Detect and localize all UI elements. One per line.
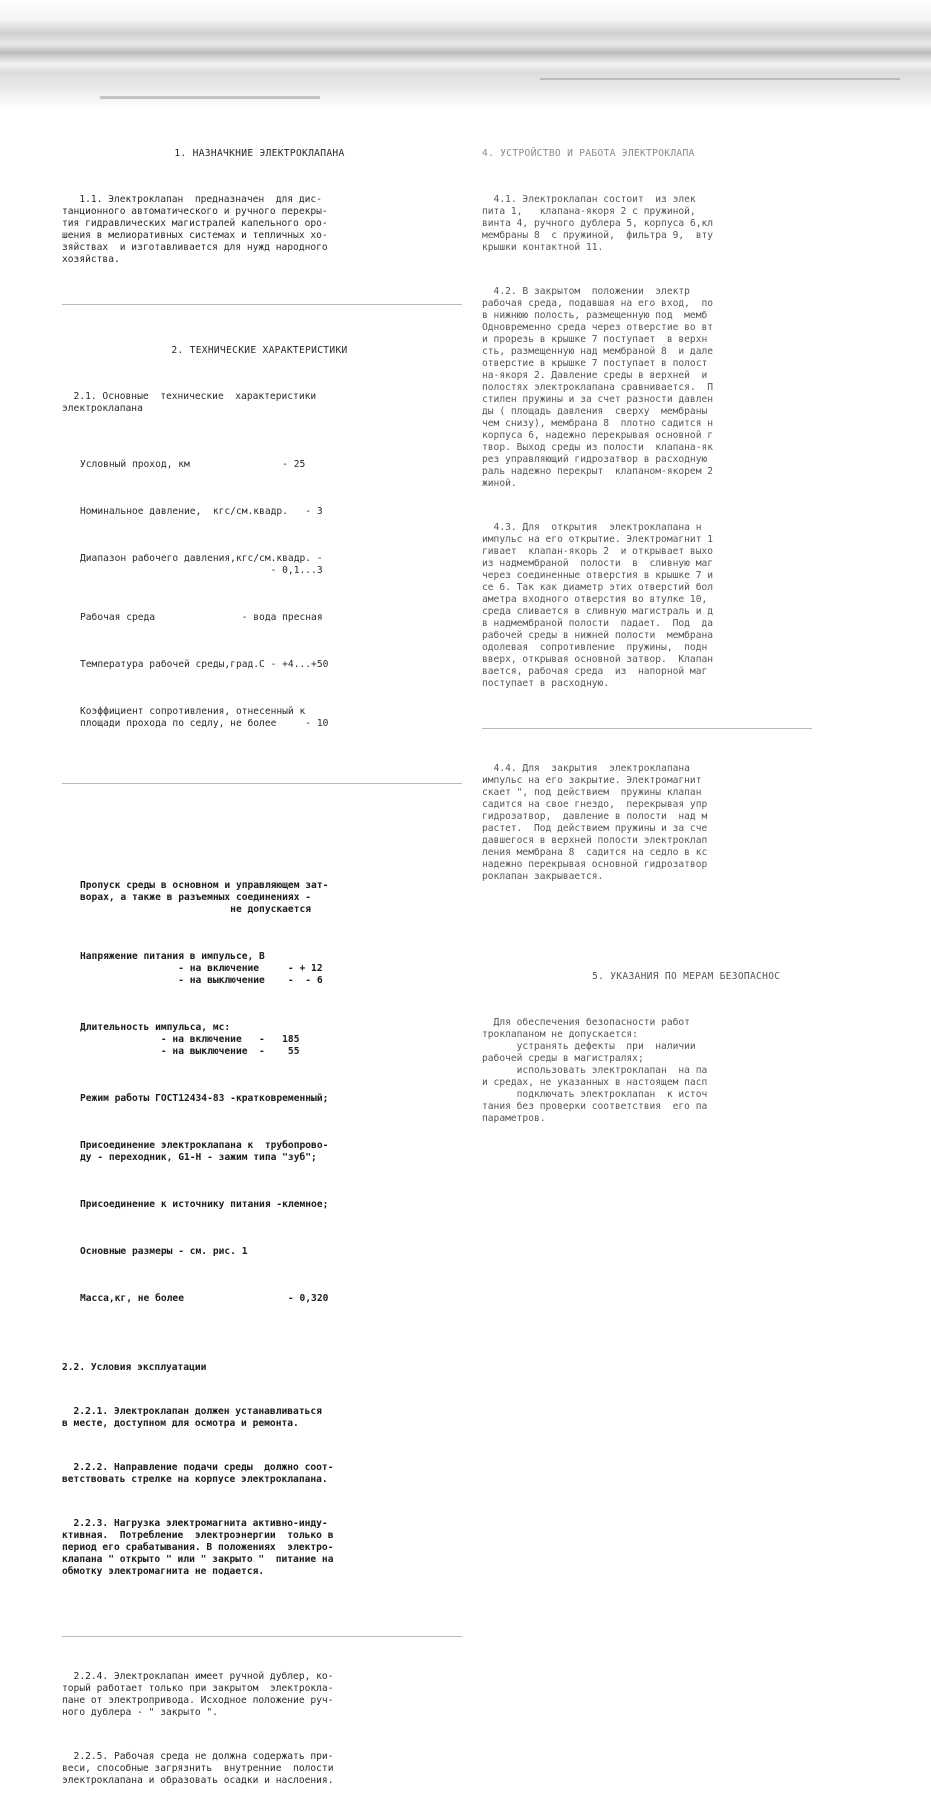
section-1-title: 1. НАЗНАЧКНИЕ ЭЛЕКТРОКЛАПАНА: [174, 148, 345, 159]
section-2-1-text: 2.1. Основные технические характеристики электроклапана: [62, 391, 317, 414]
section-1-1-text: 1.1. Электроклапан предназначен для дис- танционного автоматического и ручного перекры- тия гидравлических магистралей капельного оро- шения в мелиоративных системах и тепличных хо- зяйствах и изготавливается для нужд народного хозяйства.: [62, 194, 328, 265]
section-4-2: 4.2. В закрытом положении электр рабочая среда, подавшая на его вход, по в нижнюю полость, размещенную под мемб Одновременно среда через отверстие во вт и прорезь в крышке 7 поступает в верхн сть, размещенную над мембраной 8 и дале отверстие в крышке 7 поступает в полост на-якоря 2. Давление среды в верхней и полостях электроклапана сравнивается. П стилен пружины и за счет разности давлен ды ( площадь давления сверху мембраны чем снизу), мембрана 8 плотно садится н корпуса 6, надежно перекрывая основной г твор. Выход среды из полости клапана-як рез управляющий гидрозатвор в расходную раль надежно перекрыт клапаном-якорем 2 жиной.: [482, 286, 714, 489]
spec-pulse-voltage: Напряжение питания в импульсе, В - на включение - + 12 - на выключение - - 6: [80, 951, 323, 986]
scan-artifact-band: [0, 0, 931, 110]
scan-streak: [100, 96, 320, 99]
section-4-title: 4. УСТРОЙСТВО И РАБОТА ЭЛЕКТРОКЛАПА: [482, 148, 695, 159]
spec-leakage: Пропуск среды в основном и управляющем зат- ворах, а также в разъемных соединениях - не допускается: [80, 880, 329, 915]
section-2-2-2: 2.2.2. Направление подачи среды должно соот- ветствовать стрелке на корпусе электроклапана.: [62, 1462, 334, 1485]
section-2-2-5: 2.2.5. Рабочая среда не должна содержать при- веси, способные загрязнить внутренние полости электроклапана и образовать осадки и наслоения.: [62, 1751, 334, 1786]
divider: [62, 1636, 462, 1637]
section-2-2-title: 2.2. Условия эксплуатации: [62, 1362, 207, 1373]
spec-nominal-pressure: Номинальное давление, кгс/см.квадр. - 3: [80, 506, 323, 517]
spec-pressure-range: Диапазон рабочего давления,кгс/см.квадр. - - 0,1...3: [80, 553, 323, 576]
spec-dimensions: Основные размеры - см. рис. 1: [80, 1246, 248, 1257]
section-2-2-3: 2.2.3. Нагрузка электромагнита активно-инду- ктивная. Потребление электроэнергии только в период его срабатывания. В положениях электро- клапана " открыто " или " закрыто " питание на обмотку электромагнита не подается.: [62, 1518, 334, 1577]
spec-resistance-coefficient: Коэффициент сопротивления, отнесенный к площади прохода по седлу, не более - 10: [80, 706, 329, 729]
left-column: [62, 118, 457, 1807]
spec-pipe-connection: Присоединение электроклапана к трубопрово- ду - переходник, G1-Н - зажим типа "зуб";: [80, 1140, 329, 1163]
spec-nominal-bore: Условный проход, км - 25: [80, 459, 306, 470]
right-column: [482, 118, 922, 1145]
spec-working-medium: Рабочая среда - вода пресная: [80, 612, 323, 623]
spec-mass: Масса,кг, не более - 0,320: [80, 1293, 329, 1304]
spec-operating-mode: Режим работы ГОСТ12434-83 -кратковременный;: [80, 1093, 329, 1104]
section-5-title: 5. УКАЗАНИЯ ПО МЕРАМ БЕЗОПАСНОС: [592, 971, 781, 982]
spec-power-connection: Присоединение к источнику питания -клемное;: [80, 1199, 329, 1210]
spec-temperature: Температура рабочей среды,град.С - +4...+50: [80, 659, 329, 670]
divider: [62, 783, 462, 784]
divider: [482, 728, 812, 729]
section-2-title: 2. ТЕХНИЧЕСКИЕ ХАРАКТЕРИСТИКИ: [171, 345, 348, 356]
section-5-text: Для обеспечения безопасности работ троклапаном не допускается: устранять дефекты при наличии рабочей среды в магистралях; использовать электроклапан на па и средах, не указанных в настоящем пасп подключать электроклапан к источ тания без проверки соответствия его па параметров.: [482, 1017, 708, 1124]
divider: [62, 304, 462, 305]
section-2-2-4: 2.2.4. Электроклапан имеет ручной дублер, ко- торый работает только при закрытом электрокла- пане от электропривода. Исходное положение руч- ного дублера - " закрыто ".: [62, 1671, 334, 1718]
section-4-4: 4.4. Для закрытия электроклапана импульс на его закрытие. Электромагнит скает ", под действием пружины клапан садится на свое гнездо, перекрывая упр гидрозатвор, давление в полости над м растет. Под действием пружины и за сче давшегося в верхней полости электроклап ления мембрана 8 садится на седло в кс надежно перекрывая основной гидрозатвор роклапан закрывается.: [482, 763, 708, 882]
spec-pulse-duration: Длительность импульса, мс: - на включение - 185 - на выключение - 55: [80, 1022, 300, 1057]
section-4-3: 4.3. Для открытия электроклапана н импульс на его открытие. Электромагнит 1 гивает клапан-якорь 2 и открывает выхо из надмембраной полости в сливную маг через соединенные отверстия в крышке 7 и се 6. Так как диаметр этих отверстий бол аметра входного отверстия во втулке 10, среда сливается в сливную магистраль и д в надмембраной полости падает. Под да рабочей среды в нижней полости мембрана одолевая сопротивление пружины, подн вверх, открывая основной затвор. Клапан вается, рабочая среда из напорной маг поступает в расходную.: [482, 522, 714, 689]
section-2-2-1: 2.2.1. Электроклапан должен устанавливаться в месте, доступном для осмотра и ремонта.: [62, 1406, 322, 1429]
scan-streak: [540, 78, 900, 80]
section-4-1: 4.1. Электроклапан состоит из элек пита 1, клапана-якоря 2 с пружиной, винта 4, ручного дублера 5, корпуса 6,кл мембраны 8 с пружиной, фильтра 9, вту крышки контактной 11.: [482, 194, 714, 253]
